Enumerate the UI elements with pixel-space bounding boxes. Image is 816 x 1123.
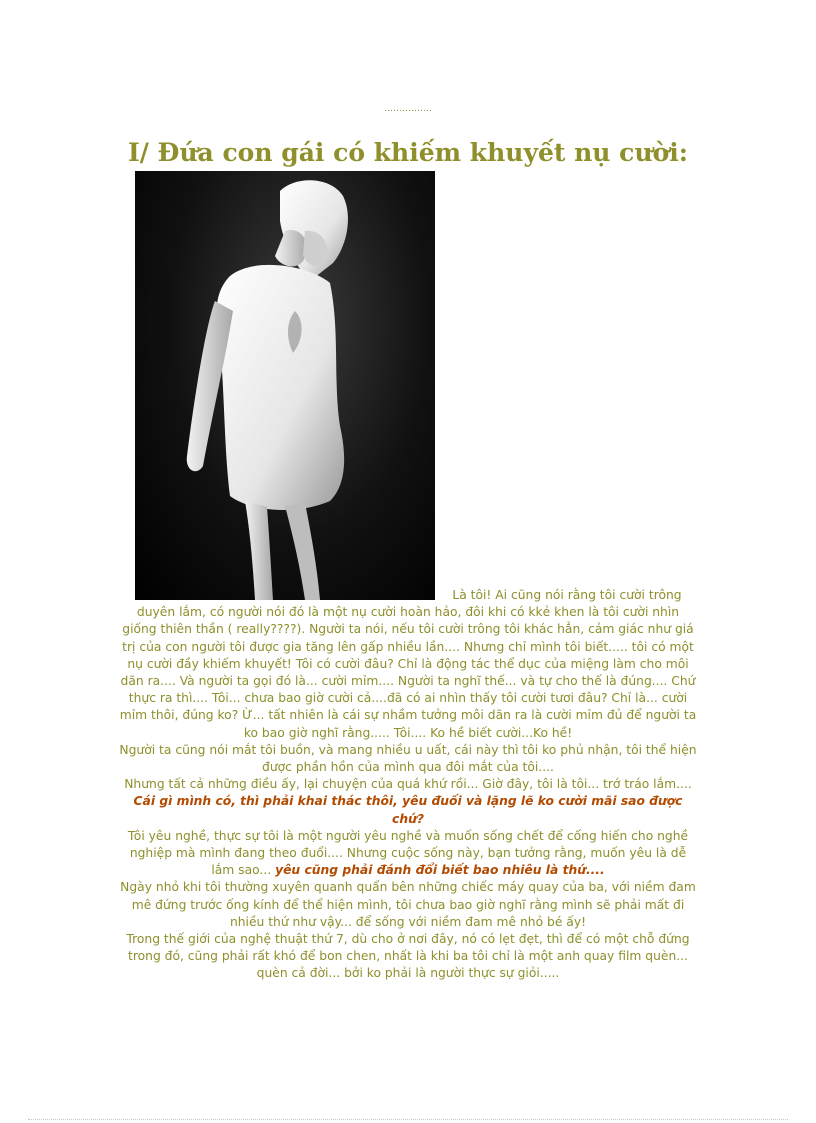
woman-figure-illustration	[135, 171, 435, 600]
paragraph-3-emphasis: Cái gì mình có, thì phải khai thác thôi, yêu đuối và lặng lẽ ko cười mãi sao được chứ?	[133, 794, 683, 826]
page-title: I/ Đứa con gái có khiếm khuyết nụ cười:	[128, 138, 688, 167]
paragraph-1-text: Là tôi! Ai cũng nói rằng tôi cười trông duyên lắm, có người nói đó là một nụ cười hoàn hảo, đôi khi có kkẻ khen là tôi cười nhìn giống thiên thần ( really????). Người ta nói, nếu tôi cười trông tôi khác hẳn, cảm giác như giá trị của con người tôi được gia tăng lên gấp nhiều lần.... Nhưng chỉ mình tôi biết..... tôi có một nụ cười đầy khiếm khuyết! Tôi có cười đâu? Chỉ là động tác thể dục của miệng làm cho môi dãn ra.... Và người ta gọi đó là... cười mỉm.... Người ta nghĩ thế... và tự cho thế là đúng.... Chứ thực ra thì.... Tôi... chưa bao giờ cười cả....đã có ai nhìn thấy tôi cười tươi đâu? Chỉ là... cười mỉm thôi, đúng ko? Ừ... tất nhiên là cái sự nhầm tưởng môi dãn ra là cười mỉm đủ để người ta ko bao giờ nghĩ rằng..... Tôi.... Ko hề biết cười...Ko hề!	[119, 588, 697, 740]
paragraph-4	[118, 828, 698, 880]
paragraph-4-text: Tôi yêu nghề, thực sự tôi là một người yêu nghề và muốn sống chết để cống hiến cho nghề nghiệp mà mình đang theo đuổi.... Nhưng cuộc sống này, bạn tưởng rằng, muốn yêu là dễ lắm sao...	[127, 828, 689, 878]
header-dots: …………….	[384, 104, 432, 114]
page-bottom-divider	[28, 1119, 788, 1120]
paragraph-3	[118, 776, 698, 828]
paragraph-2: Người ta cũng nói mắt tôi buồn, và mang nhiều u uất, cái này thì tôi ko phủ nhận, tôi thể hiện được phần hồn của mình qua đôi mắt của tôi....	[119, 742, 697, 775]
woman-photo	[135, 171, 435, 600]
article-body	[118, 587, 698, 983]
paragraph-intro	[118, 587, 698, 742]
paragraph-4-emphasis: yêu cũng phải đánh đổi biết bao nhiêu là thứ....	[275, 863, 605, 878]
image-float-spacer	[134, 589, 452, 599]
paragraph-6: Trong thế giới của nghệ thuật thứ 7, dù cho ở nơi đây, nó có lẹt đẹt, thì để có một chỗ đứng trong đó, cũng phải rất khó để bon chen, nhất là khi ba tôi chỉ là một anh quay film quèn... quèn cả đời... bởi ko phải là người thực sự giỏi.....	[126, 932, 690, 981]
paragraph-3-text: Nhưng tất cả những điều ấy, lại chuyện của quá khứ rồi... Giờ đây, tôi là tôi... trớ tráo lắm....	[124, 777, 692, 792]
paragraph-5: Ngày nhỏ khi tôi thường xuyên quanh quẩn bên những chiếc máy quay của ba, với niềm đam mê đứng trước ống kính để thể hiện mình, tôi chưa bao giờ nghĩ rằng mình sẽ phải mất đi nhiều thứ như vậy... để sống với niềm đam mê nhỏ bé ấy!	[120, 880, 696, 929]
